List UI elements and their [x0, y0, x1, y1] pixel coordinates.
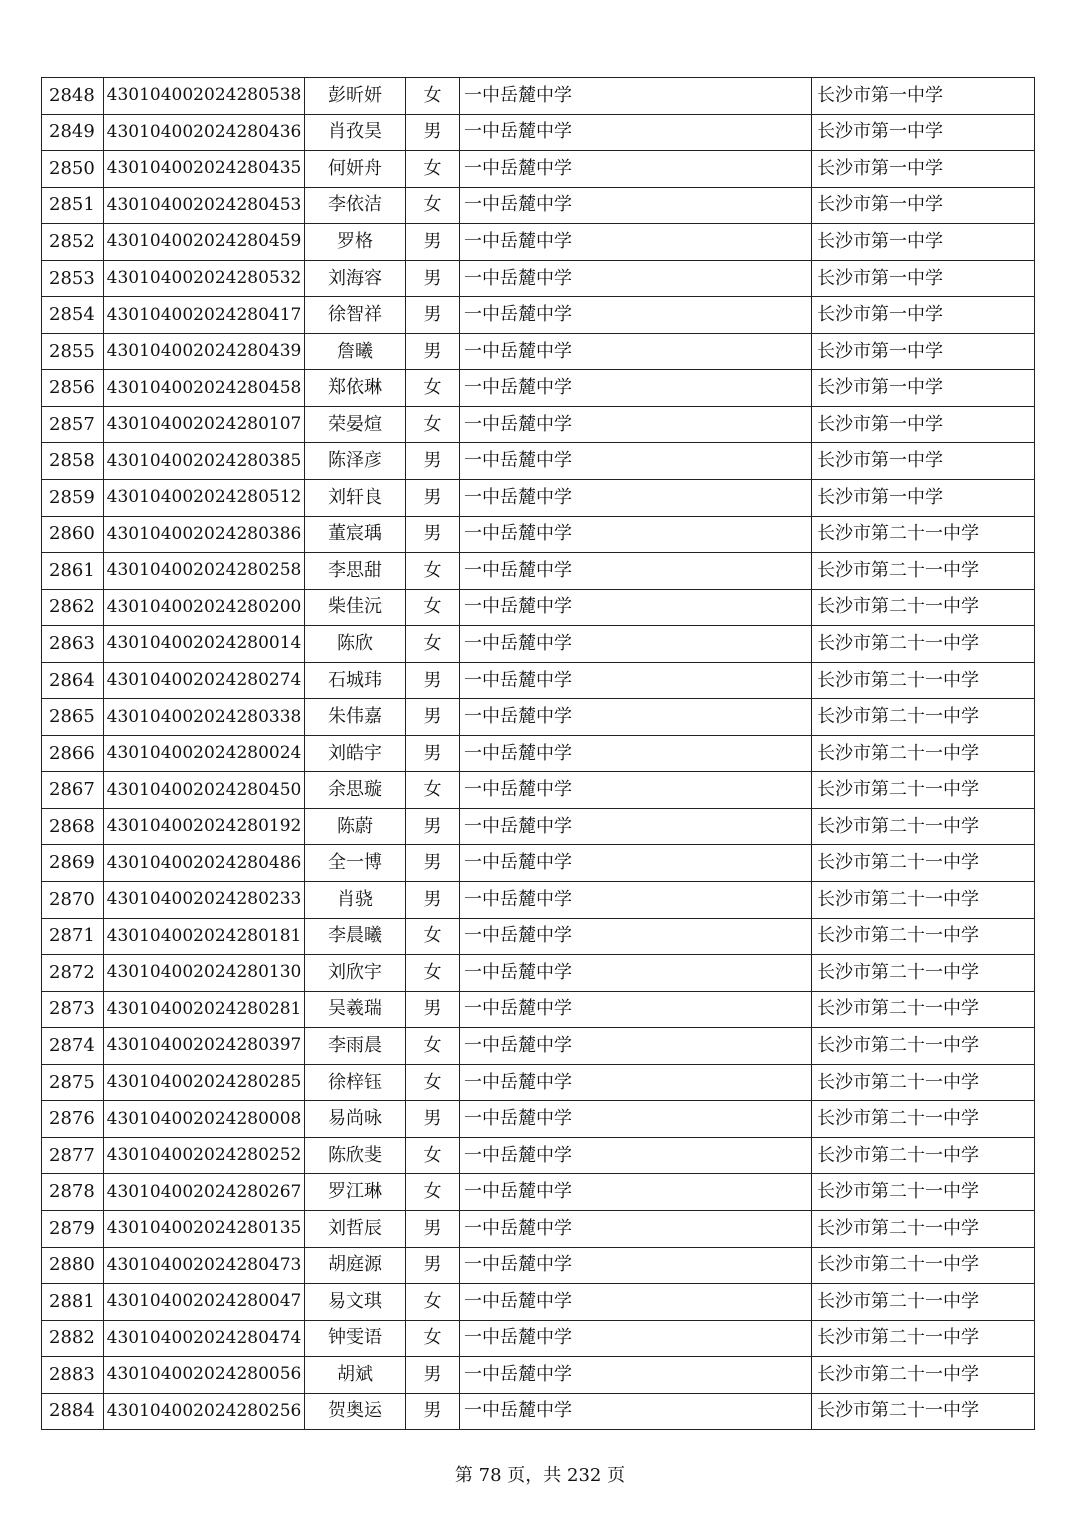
gender-cell: 女 [406, 1284, 460, 1321]
origin-school-cell: 长沙市第二十一中学 [812, 772, 1035, 809]
table-row [42, 370, 1035, 407]
origin-school-cell: 长沙市第二十一中学 [812, 1393, 1035, 1430]
table-row [42, 699, 1035, 736]
table-row [42, 187, 1035, 224]
serial-number-cell: 2864 [42, 662, 104, 699]
serial-number-cell: 2861 [42, 553, 104, 590]
origin-school-cell: 长沙市第二十一中学 [812, 1064, 1035, 1101]
origin-school-cell: 长沙市第二十一中学 [812, 589, 1035, 626]
serial-number-cell: 2879 [42, 1210, 104, 1247]
gender-cell: 男 [406, 735, 460, 772]
admitted-school-cell: 一中岳麓中学 [460, 1028, 812, 1065]
origin-school-cell: 长沙市第二十一中学 [812, 882, 1035, 919]
gender-cell: 女 [406, 1174, 460, 1211]
gender-cell: 男 [406, 882, 460, 919]
origin-school-cell: 长沙市第二十一中学 [812, 1101, 1035, 1138]
admitted-school-cell: 一中岳麓中学 [460, 333, 812, 370]
serial-number-cell: 2878 [42, 1174, 104, 1211]
registration-id-cell: 430104002024280256 [104, 1393, 305, 1430]
table-row [42, 662, 1035, 699]
table-row [42, 626, 1035, 663]
table-row [42, 918, 1035, 955]
admitted-school-cell: 一中岳麓中学 [460, 260, 812, 297]
origin-school-cell: 长沙市第一中学 [812, 333, 1035, 370]
gender-cell: 女 [406, 1028, 460, 1065]
student-name-cell: 荣晏煊 [305, 406, 406, 443]
table-row [42, 114, 1035, 151]
table-row [42, 297, 1035, 334]
origin-school-cell: 长沙市第一中学 [812, 406, 1035, 443]
student-name-cell: 余思璇 [305, 772, 406, 809]
serial-number-cell: 2876 [42, 1101, 104, 1138]
admitted-school-cell: 一中岳麓中学 [460, 1284, 812, 1321]
admitted-school-cell: 一中岳麓中学 [460, 1137, 812, 1174]
serial-number-cell: 2872 [42, 955, 104, 992]
table-row [42, 151, 1035, 188]
registration-id-cell: 430104002024280181 [104, 918, 305, 955]
admitted-school-cell: 一中岳麓中学 [460, 297, 812, 334]
gender-cell: 女 [406, 626, 460, 663]
admitted-school-cell: 一中岳麓中学 [460, 1210, 812, 1247]
gender-cell: 女 [406, 187, 460, 224]
gender-cell: 男 [406, 1357, 460, 1394]
student-name-cell: 董宸瑀 [305, 516, 406, 553]
registration-id-cell: 430104002024280459 [104, 224, 305, 261]
gender-cell: 女 [406, 1320, 460, 1357]
serial-number-cell: 2882 [42, 1320, 104, 1357]
admitted-school-cell: 一中岳麓中学 [460, 699, 812, 736]
registration-id-cell: 430104002024280024 [104, 735, 305, 772]
admitted-school-cell: 一中岳麓中学 [460, 1101, 812, 1138]
origin-school-cell: 长沙市第二十一中学 [812, 918, 1035, 955]
admitted-school-cell: 一中岳麓中学 [460, 78, 812, 115]
gender-cell: 女 [406, 1137, 460, 1174]
table-row [42, 1210, 1035, 1247]
table-row [42, 1064, 1035, 1101]
table-row [42, 516, 1035, 553]
registration-id-cell: 430104002024280135 [104, 1210, 305, 1247]
registration-id-cell: 430104002024280056 [104, 1357, 305, 1394]
student-name-cell: 徐梓钰 [305, 1064, 406, 1101]
gender-cell: 男 [406, 1247, 460, 1284]
origin-school-cell: 长沙市第一中学 [812, 480, 1035, 517]
student-name-cell: 刘海容 [305, 260, 406, 297]
gender-cell: 男 [406, 297, 460, 334]
admitted-school-cell: 一中岳麓中学 [460, 735, 812, 772]
origin-school-cell: 长沙市第二十一中学 [812, 516, 1035, 553]
admitted-school-cell: 一中岳麓中学 [460, 1320, 812, 1357]
origin-school-cell: 长沙市第二十一中学 [812, 1357, 1035, 1394]
student-name-cell: 易尚咏 [305, 1101, 406, 1138]
student-name-cell: 肖骁 [305, 882, 406, 919]
student-name-cell: 郑依琳 [305, 370, 406, 407]
student-name-cell: 李晨曦 [305, 918, 406, 955]
table-row [42, 1174, 1035, 1211]
registration-id-cell: 430104002024280538 [104, 78, 305, 115]
admitted-school-cell: 一中岳麓中学 [460, 808, 812, 845]
admitted-school-cell: 一中岳麓中学 [460, 553, 812, 590]
gender-cell: 男 [406, 516, 460, 553]
student-name-cell: 罗江琳 [305, 1174, 406, 1211]
admitted-school-cell: 一中岳麓中学 [460, 845, 812, 882]
registration-id-cell: 430104002024280453 [104, 187, 305, 224]
student-name-cell: 胡斌 [305, 1357, 406, 1394]
origin-school-cell: 长沙市第二十一中学 [812, 1247, 1035, 1284]
admitted-school-cell: 一中岳麓中学 [460, 151, 812, 188]
student-name-cell: 钟雯语 [305, 1320, 406, 1357]
admitted-school-cell: 一中岳麓中学 [460, 1247, 812, 1284]
origin-school-cell: 长沙市第二十一中学 [812, 991, 1035, 1028]
admitted-school-cell: 一中岳麓中学 [460, 955, 812, 992]
registration-id-cell: 430104002024280252 [104, 1137, 305, 1174]
serial-number-cell: 2880 [42, 1247, 104, 1284]
serial-number-cell: 2881 [42, 1284, 104, 1321]
origin-school-cell: 长沙市第二十一中学 [812, 735, 1035, 772]
admitted-school-cell: 一中岳麓中学 [460, 1174, 812, 1211]
admitted-school-cell: 一中岳麓中学 [460, 991, 812, 1028]
table-row [42, 553, 1035, 590]
admitted-school-cell: 一中岳麓中学 [460, 516, 812, 553]
serial-number-cell: 2874 [42, 1028, 104, 1065]
roster-body [42, 78, 1035, 1430]
gender-cell: 女 [406, 151, 460, 188]
serial-number-cell: 2856 [42, 370, 104, 407]
table-row [42, 78, 1035, 115]
serial-number-cell: 2868 [42, 808, 104, 845]
table-row [42, 991, 1035, 1028]
serial-number-cell: 2870 [42, 882, 104, 919]
registration-id-cell: 430104002024280439 [104, 333, 305, 370]
table-row [42, 882, 1035, 919]
table-row [42, 1393, 1035, 1430]
table-row [42, 480, 1035, 517]
table-row [42, 1028, 1035, 1065]
student-name-cell: 刘哲辰 [305, 1210, 406, 1247]
gender-cell: 男 [406, 260, 460, 297]
registration-id-cell: 430104002024280458 [104, 370, 305, 407]
registration-id-cell: 430104002024280233 [104, 882, 305, 919]
origin-school-cell: 长沙市第一中学 [812, 370, 1035, 407]
student-name-cell: 肖孜昊 [305, 114, 406, 151]
gender-cell: 男 [406, 662, 460, 699]
gender-cell: 男 [406, 808, 460, 845]
gender-cell: 女 [406, 406, 460, 443]
origin-school-cell: 长沙市第二十一中学 [812, 662, 1035, 699]
serial-number-cell: 2869 [42, 845, 104, 882]
serial-number-cell: 2866 [42, 735, 104, 772]
student-name-cell: 易文琪 [305, 1284, 406, 1321]
table-row [42, 443, 1035, 480]
admitted-school-cell: 一中岳麓中学 [460, 589, 812, 626]
gender-cell: 男 [406, 1393, 460, 1430]
table-row [42, 260, 1035, 297]
serial-number-cell: 2857 [42, 406, 104, 443]
origin-school-cell: 长沙市第二十一中学 [812, 699, 1035, 736]
registration-id-cell: 430104002024280417 [104, 297, 305, 334]
origin-school-cell: 长沙市第二十一中学 [812, 1174, 1035, 1211]
origin-school-cell: 长沙市第一中学 [812, 151, 1035, 188]
registration-id-cell: 430104002024280281 [104, 991, 305, 1028]
origin-school-cell: 长沙市第二十一中学 [812, 845, 1035, 882]
table-row [42, 1357, 1035, 1394]
table-row [42, 955, 1035, 992]
admitted-school-cell: 一中岳麓中学 [460, 1393, 812, 1430]
table-row [42, 1101, 1035, 1138]
student-name-cell: 朱伟嘉 [305, 699, 406, 736]
student-name-cell: 胡庭源 [305, 1247, 406, 1284]
gender-cell: 女 [406, 370, 460, 407]
table-row [42, 406, 1035, 443]
gender-cell: 女 [406, 772, 460, 809]
student-name-cell: 彭昕妍 [305, 78, 406, 115]
origin-school-cell: 长沙市第一中学 [812, 443, 1035, 480]
gender-cell: 男 [406, 114, 460, 151]
gender-cell: 男 [406, 991, 460, 1028]
origin-school-cell: 长沙市第二十一中学 [812, 553, 1035, 590]
origin-school-cell: 长沙市第二十一中学 [812, 1284, 1035, 1321]
serial-number-cell: 2854 [42, 297, 104, 334]
origin-school-cell: 长沙市第二十一中学 [812, 1137, 1035, 1174]
origin-school-cell: 长沙市第一中学 [812, 297, 1035, 334]
gender-cell: 女 [406, 553, 460, 590]
registration-id-cell: 430104002024280532 [104, 260, 305, 297]
registration-id-cell: 430104002024280397 [104, 1028, 305, 1065]
registration-id-cell: 430104002024280274 [104, 662, 305, 699]
origin-school-cell: 长沙市第一中学 [812, 114, 1035, 151]
registration-id-cell: 430104002024280435 [104, 151, 305, 188]
student-name-cell: 徐智祥 [305, 297, 406, 334]
student-name-cell: 陈蔚 [305, 808, 406, 845]
admitted-school-cell: 一中岳麓中学 [460, 370, 812, 407]
registration-id-cell: 430104002024280385 [104, 443, 305, 480]
serial-number-cell: 2859 [42, 480, 104, 517]
admitted-school-cell: 一中岳麓中学 [460, 187, 812, 224]
registration-id-cell: 430104002024280338 [104, 699, 305, 736]
gender-cell: 女 [406, 1064, 460, 1101]
gender-cell: 女 [406, 589, 460, 626]
serial-number-cell: 2884 [42, 1393, 104, 1430]
origin-school-cell: 长沙市第二十一中学 [812, 1028, 1035, 1065]
admitted-school-cell: 一中岳麓中学 [460, 626, 812, 663]
registration-id-cell: 430104002024280473 [104, 1247, 305, 1284]
student-name-cell: 何妍舟 [305, 151, 406, 188]
registration-id-cell: 430104002024280436 [104, 114, 305, 151]
student-name-cell: 石城玮 [305, 662, 406, 699]
gender-cell: 女 [406, 918, 460, 955]
serial-number-cell: 2850 [42, 151, 104, 188]
origin-school-cell: 长沙市第二十一中学 [812, 1210, 1035, 1247]
student-name-cell: 陈欣斐 [305, 1137, 406, 1174]
registration-id-cell: 430104002024280386 [104, 516, 305, 553]
origin-school-cell: 长沙市第一中学 [812, 78, 1035, 115]
origin-school-cell: 长沙市第二十一中学 [812, 1320, 1035, 1357]
admitted-school-cell: 一中岳麓中学 [460, 443, 812, 480]
student-name-cell: 刘轩良 [305, 480, 406, 517]
gender-cell: 男 [406, 1210, 460, 1247]
serial-number-cell: 2883 [42, 1357, 104, 1394]
student-name-cell: 刘皓宇 [305, 735, 406, 772]
student-name-cell: 全一博 [305, 845, 406, 882]
admitted-school-cell: 一中岳麓中学 [460, 882, 812, 919]
registration-id-cell: 430104002024280267 [104, 1174, 305, 1211]
registration-id-cell: 430104002024280014 [104, 626, 305, 663]
registration-id-cell: 430104002024280258 [104, 553, 305, 590]
student-name-cell: 詹曦 [305, 333, 406, 370]
gender-cell: 男 [406, 845, 460, 882]
serial-number-cell: 2863 [42, 626, 104, 663]
serial-number-cell: 2855 [42, 333, 104, 370]
student-name-cell: 陈泽彦 [305, 443, 406, 480]
table-row [42, 845, 1035, 882]
origin-school-cell: 长沙市第一中学 [812, 224, 1035, 261]
admitted-school-cell: 一中岳麓中学 [460, 224, 812, 261]
registration-id-cell: 430104002024280285 [104, 1064, 305, 1101]
registration-id-cell: 430104002024280512 [104, 480, 305, 517]
gender-cell: 男 [406, 699, 460, 736]
table-row [42, 224, 1035, 261]
admitted-school-cell: 一中岳麓中学 [460, 1064, 812, 1101]
registration-id-cell: 430104002024280474 [104, 1320, 305, 1357]
serial-number-cell: 2877 [42, 1137, 104, 1174]
student-name-cell: 贺奥运 [305, 1393, 406, 1430]
roster-table [41, 77, 1035, 1430]
student-name-cell: 罗格 [305, 224, 406, 261]
serial-number-cell: 2858 [42, 443, 104, 480]
origin-school-cell: 长沙市第一中学 [812, 187, 1035, 224]
table-row [42, 589, 1035, 626]
table-row [42, 1320, 1035, 1357]
admitted-school-cell: 一中岳麓中学 [460, 1357, 812, 1394]
origin-school-cell: 长沙市第二十一中学 [812, 626, 1035, 663]
registration-id-cell: 430104002024280107 [104, 406, 305, 443]
registration-id-cell: 430104002024280008 [104, 1101, 305, 1138]
table-row [42, 333, 1035, 370]
serial-number-cell: 2852 [42, 224, 104, 261]
table-row [42, 772, 1035, 809]
page-footer: 第 78 页，共 232 页 [454, 1465, 626, 1486]
registration-id-cell: 430104002024280486 [104, 845, 305, 882]
serial-number-cell: 2860 [42, 516, 104, 553]
student-name-cell: 陈欣 [305, 626, 406, 663]
admitted-school-cell: 一中岳麓中学 [460, 114, 812, 151]
admitted-school-cell: 一中岳麓中学 [460, 662, 812, 699]
serial-number-cell: 2873 [42, 991, 104, 1028]
table-row [42, 1284, 1035, 1321]
registration-id-cell: 430104002024280450 [104, 772, 305, 809]
gender-cell: 男 [406, 443, 460, 480]
serial-number-cell: 2862 [42, 589, 104, 626]
origin-school-cell: 长沙市第二十一中学 [812, 808, 1035, 845]
serial-number-cell: 2867 [42, 772, 104, 809]
student-name-cell: 吴羲瑞 [305, 991, 406, 1028]
serial-number-cell: 2865 [42, 699, 104, 736]
registration-id-cell: 430104002024280200 [104, 589, 305, 626]
serial-number-cell: 2871 [42, 918, 104, 955]
table-row [42, 735, 1035, 772]
serial-number-cell: 2849 [42, 114, 104, 151]
student-name-cell: 李依洁 [305, 187, 406, 224]
student-name-cell: 李雨晨 [305, 1028, 406, 1065]
table-row [42, 1247, 1035, 1284]
registration-id-cell: 430104002024280047 [104, 1284, 305, 1321]
origin-school-cell: 长沙市第一中学 [812, 260, 1035, 297]
serial-number-cell: 2848 [42, 78, 104, 115]
admitted-school-cell: 一中岳麓中学 [460, 480, 812, 517]
registration-id-cell: 430104002024280192 [104, 808, 305, 845]
admitted-school-cell: 一中岳麓中学 [460, 918, 812, 955]
student-name-cell: 刘欣宇 [305, 955, 406, 992]
table-row [42, 1137, 1035, 1174]
student-name-cell: 李思甜 [305, 553, 406, 590]
serial-number-cell: 2851 [42, 187, 104, 224]
origin-school-cell: 长沙市第二十一中学 [812, 955, 1035, 992]
admitted-school-cell: 一中岳麓中学 [460, 406, 812, 443]
gender-cell: 女 [406, 955, 460, 992]
serial-number-cell: 2853 [42, 260, 104, 297]
registration-id-cell: 430104002024280130 [104, 955, 305, 992]
gender-cell: 男 [406, 333, 460, 370]
gender-cell: 男 [406, 1101, 460, 1138]
table-row [42, 808, 1035, 845]
gender-cell: 男 [406, 224, 460, 261]
gender-cell: 男 [406, 480, 460, 517]
admitted-school-cell: 一中岳麓中学 [460, 772, 812, 809]
gender-cell: 女 [406, 78, 460, 115]
student-name-cell: 柴佳沅 [305, 589, 406, 626]
serial-number-cell: 2875 [42, 1064, 104, 1101]
